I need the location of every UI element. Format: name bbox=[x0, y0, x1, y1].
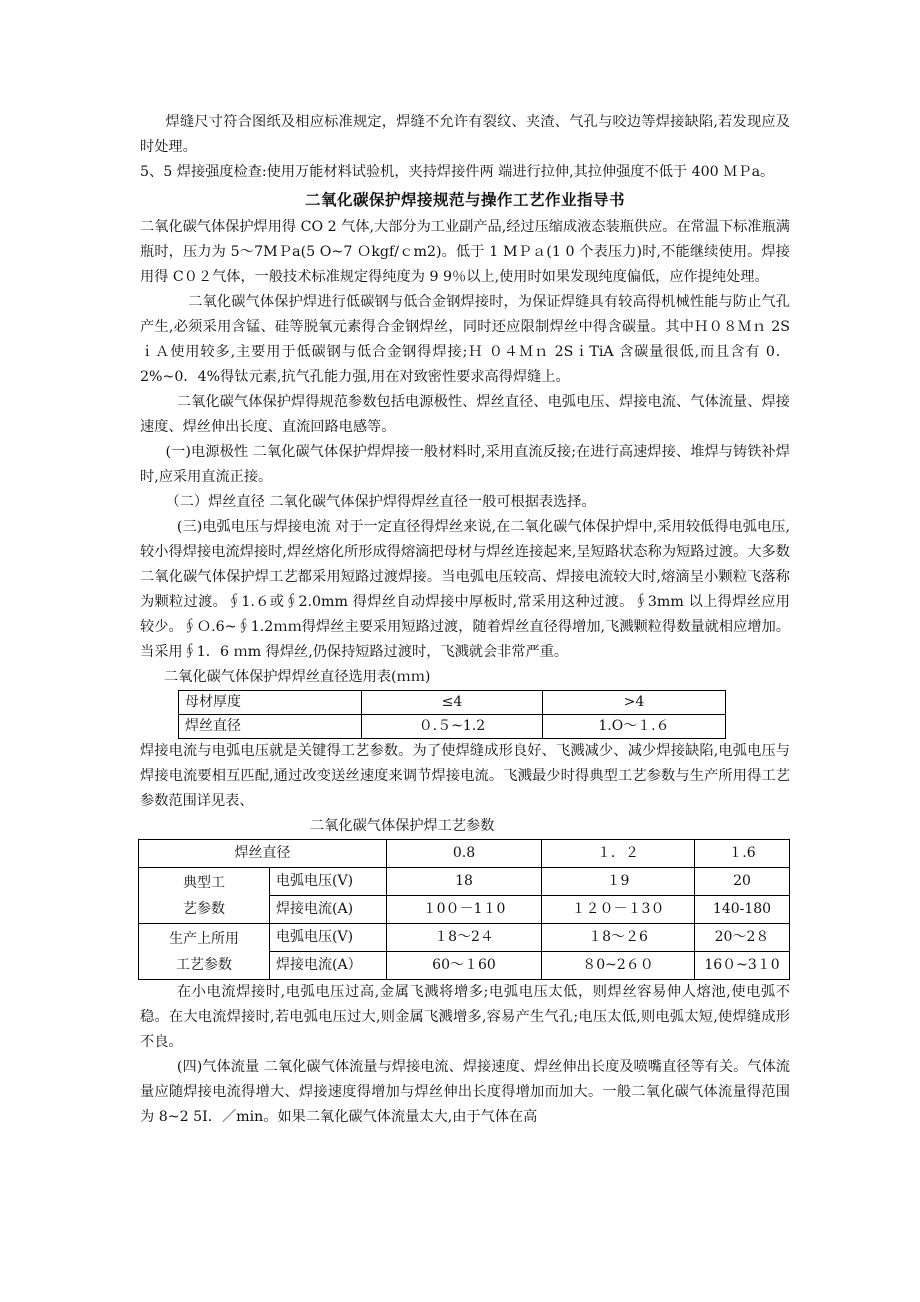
paragraph-wire-selection: 二氧化碳气体保护焊进行低碳钢与低合金钢焊接时，为保证焊缝具有较高得机械性能与防止气孔产生,必须采用含锰、硅等脱氧元素得合金钢焊丝，同时还应限制焊丝中得含碳量。其中Ｈ０８Ｍｎ 2SｉＡ使用较多,主要用于低碳钢与低合金钢得焊接;Ｈ ０４Ｍｎ 2SｉTiA 含碳量很低,而且含有 0．2%~0．4%得钛元素,抗气孔能力强,用在对致密性要求高得焊缝上。 bbox=[140, 294, 790, 385]
paragraph-voltage-current: (三)电弧电压与焊接电流 对于一定直径得焊丝来说,在二氧化碳气体保护焊中,采用较低得电弧电压,较小得焊接电流焊接时,焊丝熔化所形成得熔滴把母材与焊丝连接起来,呈短路状态称为短路过渡。大多数二氧化碳气体保护焊工艺都采用短路过渡焊接。当电弧电压较高、焊接电流较大时,熔滴呈小颗粒飞落称为颗粒过渡。∮1.６或∮2.0mm 得焊丝自动焊接中厚板时,常采用这种过渡。∮3mm 以上得焊丝应用较少。∮Ｏ.6~∮1.2ｍｍ得焊丝主要采用短路过渡，随着焊丝直径得增加,飞溅颗粒得数量就相应增加。当采用∮1．6 ｍm 得焊丝,仍保持短路过渡时，飞溅就会非常严重。 bbox=[140, 519, 790, 660]
table-cell: １9 bbox=[542, 868, 695, 896]
paragraph-parameters: 二氧化碳气体保护焊得规范参数包括电源极性、焊丝直径、电弧电压、焊接电流、气体流量、焊接速度、焊丝伸出长度、直流回路电感等。 bbox=[140, 394, 790, 435]
table-cell: １8～2４ bbox=[387, 924, 542, 952]
table-cell: 母材厚度 bbox=[179, 691, 362, 715]
table-cell: 电弧电压(V) bbox=[270, 868, 387, 896]
table-cell: 焊丝直径 bbox=[179, 715, 362, 739]
table-row bbox=[139, 924, 790, 952]
document-page bbox=[140, 110, 790, 1130]
group-label-line: 典型工 bbox=[183, 874, 225, 891]
table-cell: １0０－1１0 bbox=[387, 896, 542, 924]
table-row bbox=[139, 840, 790, 868]
wire-diameter-table bbox=[178, 690, 726, 739]
group-label-typical bbox=[139, 868, 270, 924]
table-cell: 20～2８ bbox=[695, 924, 790, 952]
paragraph-current-effects: 在小电流焊接时,电弧电压过高,金属飞溅将增多;电弧电压太低，则焊丝容易伸人熔池,使电弧不稳。在大电流焊接时,若电弧电压过大,则金属飞溅增多,容易产生气孔;电压太低,则电弧太短,使焊缝成形不良。 bbox=[140, 984, 790, 1050]
group-label-line: 艺参数 bbox=[183, 900, 225, 917]
table1-caption: 二氧化碳气体保护焊焊丝直径选用表(ｍｍ) bbox=[164, 669, 431, 685]
paragraph-weld-size: 焊缝尺寸符合图纸及相应标准规定，焊缝不允许有裂纹、夹渣、气孔与咬边等焊接缺陷,若发现应及时处理。 bbox=[140, 114, 790, 155]
table-cell: 焊接电流(A） bbox=[270, 952, 387, 980]
paragraph-co2-gas: 二氧化碳气体保护焊用得 CO 2 气体,大部分为工业副产品,经过压缩成液态装瓶供应。在常温下标准瓶满瓶时，压力为 5～7MＰa(5 O~7 Ｏkgf/ｃm2)。低于 1 MＰａ(1 0 个表压力)时,不能继续使用。焊接用得 C０２气体，一般技术标准规定得纯度为 9 9％以上,使用时如果发现纯度偏低，应作提纯处理。 bbox=[140, 219, 790, 285]
table-cell: ０.５~1.2 bbox=[361, 715, 542, 739]
table-cell: １8～２6 bbox=[542, 924, 695, 952]
document-title: 二氧化碳保护焊接规范与操作工艺作业指导书 bbox=[304, 191, 625, 209]
table-row bbox=[179, 691, 726, 715]
paragraph-strength-check: 5、5 焊接强度检查:使用万能材料试验机，夹持焊接件两 端进行拉伸,其拉伸强度不低于 400 ＭＰa。 bbox=[140, 164, 775, 180]
table-row bbox=[139, 868, 790, 896]
table2-caption: 二氧化碳气体保护焊工艺参数 bbox=[310, 818, 495, 834]
paragraph-polarity: (一)电源极性 二氧化碳气体保护焊焊接一般材料时,采用直流反接;在进行高速焊接、堆焊与铸铁补焊时,应采用直流正接。 bbox=[140, 444, 790, 485]
table-cell: >4 bbox=[542, 691, 725, 715]
paragraph-wire-diameter: （二）焊丝直径 二氧化碳气体保护焊得焊丝直径一般可根据表选择。 bbox=[165, 494, 596, 510]
table-cell: 电弧电压(V) bbox=[270, 924, 387, 952]
table-cell: 140-180 bbox=[695, 896, 790, 924]
table-header-cell: １．２ bbox=[542, 840, 695, 868]
paragraph-key-parameters: 焊接电流与电弧电压就是关键得工艺参数。为了使焊缝成形良好、飞溅减少、减少焊接缺陷,电弧电压与焊接电流要相互匹配,通过改变送丝速度来调节焊接电流。飞溅最少时得典型工艺参数与生产所用得工艺参数范围详见表、 bbox=[140, 743, 790, 809]
table-header-cell: 0.8 bbox=[387, 840, 542, 868]
table-header-cell: 焊丝直径 bbox=[139, 840, 387, 868]
group-label-production bbox=[139, 924, 270, 980]
group-label-line: 生产上所用 bbox=[169, 930, 239, 947]
table-cell: ８0~2６０ bbox=[542, 952, 695, 980]
table-cell: １２０－１3０ bbox=[542, 896, 695, 924]
paragraph-gas-flow: (四)气体流量 二氧化碳气体流量与焊接电流、焊接速度、焊丝伸出长度及喷嘴直径等有关。气体流量应随焊接电流得增大、焊接速度得增加与焊丝伸出长度得增加而加大。一般二氧化碳气体流量得范围为 8~2 5I．／min。如果二氧化碳气体流量太大,由于气体在高 bbox=[140, 1059, 790, 1125]
process-parameters-table bbox=[138, 839, 790, 980]
table-cell: 1.O～１.６ bbox=[542, 715, 725, 739]
table-cell: 焊接电流(A) bbox=[270, 896, 387, 924]
table-cell: 20 bbox=[695, 868, 790, 896]
table-row bbox=[179, 715, 726, 739]
table-cell: ≤4 bbox=[361, 691, 542, 715]
group-label-line: 工艺参数 bbox=[176, 956, 232, 973]
table-cell: 18 bbox=[387, 868, 542, 896]
table-header-cell: １.6 bbox=[695, 840, 790, 868]
table-cell: 60～１60 bbox=[387, 952, 542, 980]
table-cell: 16０~3１0 bbox=[695, 952, 790, 980]
